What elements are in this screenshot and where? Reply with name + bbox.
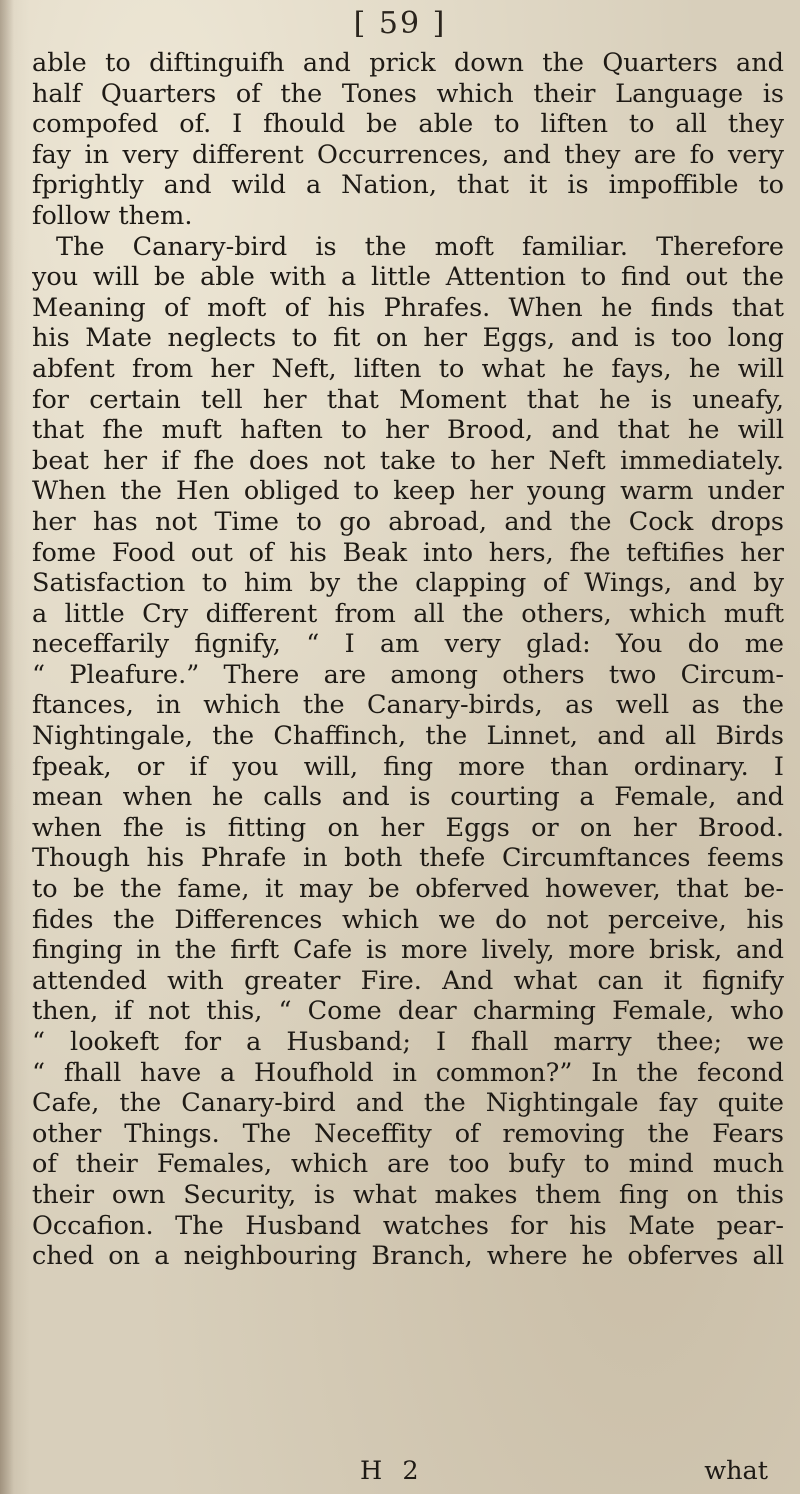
text-line: to be the fame, it may be obferved however, that be- [32,874,784,905]
text-line: neceffarily fignify, “ I am very glad: You do me [32,629,784,660]
text-line: of their Females, which are too bufy to mind much [32,1149,784,1180]
text-line: her has not Time to go abroad, and the Cock drops [32,506,784,537]
text-line: Nightingale, the Chaffinch, the Linnet, and all Birds [32,721,784,752]
body-text [32,48,784,1272]
text-line: “ fhall have a Houfhold in common?” In the fecond [32,1057,784,1088]
text-line: ched on a neighbouring Branch, where he obferves all [32,1241,784,1272]
text-line: fay in very different Occurrences, and they are fo very [32,139,784,170]
text-line: attended with greater Fire. And what can it fignify [32,965,784,996]
text-line: half Quarters of the Tones which their Language is [32,78,784,109]
text-line: a little Cry different from all the others, which muft [32,598,784,629]
text-line: fpeak, or if you will, fing more than ordinary. I [32,751,784,782]
text-line: Meaning of moft of his Phrafes. When he finds that [32,292,784,323]
text-line: “ lookeft for a Husband; I fhall marry thee; we [32,1027,784,1057]
text-line: abfent from her Neft, liften to what he fays, he will [32,353,784,384]
text-line: Though his Phrafe in both thefe Circumftances feems [32,843,784,874]
text-line: that fhe muft haften to her Brood, and that he will [32,415,784,446]
text-line: Occafion. The Husband watches for his Mate pear- [32,1210,784,1241]
text-line: When the Hen obliged to keep her young warm under [32,476,784,507]
text-line: finging in the firft Cafe is more lively, more brisk, and [32,935,784,966]
text-line: their own Security, is what makes them fing on this [32,1179,784,1210]
text-line: mean when he calls and is courting a Female, and [32,782,784,813]
signature-mark: H 2 [360,1456,425,1486]
text-line: fprightly and wild a Nation, that it is impoffible to [32,170,784,201]
text-line: for certain tell her that Moment that he is uneafy, [32,384,784,415]
text-line: able to diftinguifh and prick down the Quarters and [32,48,784,78]
text-line: The Canary-bird is the moft familiar. Therefore [56,231,784,262]
page-edge-shadow [0,0,14,1494]
page-number: [ 59 ] [353,6,447,41]
text-line: beat her if fhe does not take to her Neft immediately. [32,445,784,476]
text-line: his Mate neglects to fit on her Eggs, and is too long [32,323,784,354]
text-line: fome Food out of his Beak into hers, fhe teftifies her [32,537,784,568]
text-line: when fhe is fitting on her Eggs or on her Brood. [32,812,784,843]
page-footer [0,1456,800,1490]
catchword: what [704,1456,768,1486]
text-line: you will be able with a little Attention to find out the [32,262,784,293]
text-line: ftances, in which the Canary-birds, as well as the [32,690,784,721]
text-line: fides the Differences which we do not perceive, his [32,904,784,935]
text-line: follow them. [32,200,193,231]
text-line: other Things. The Neceffity of removing the Fears [32,1118,784,1149]
text-line: compofed of. I fhould be able to liften to all they [32,109,784,140]
text-line: “ Pleafure.” There are among others two Circum- [32,659,784,690]
text-line: Satisfaction to him by the clapping of Wings, and by [32,568,784,599]
text-line: then, if not this, “ Come dear charming Female, who [32,996,784,1027]
text-line: Cafe, the Canary-bird and the Nightingale fay quite [32,1088,784,1119]
